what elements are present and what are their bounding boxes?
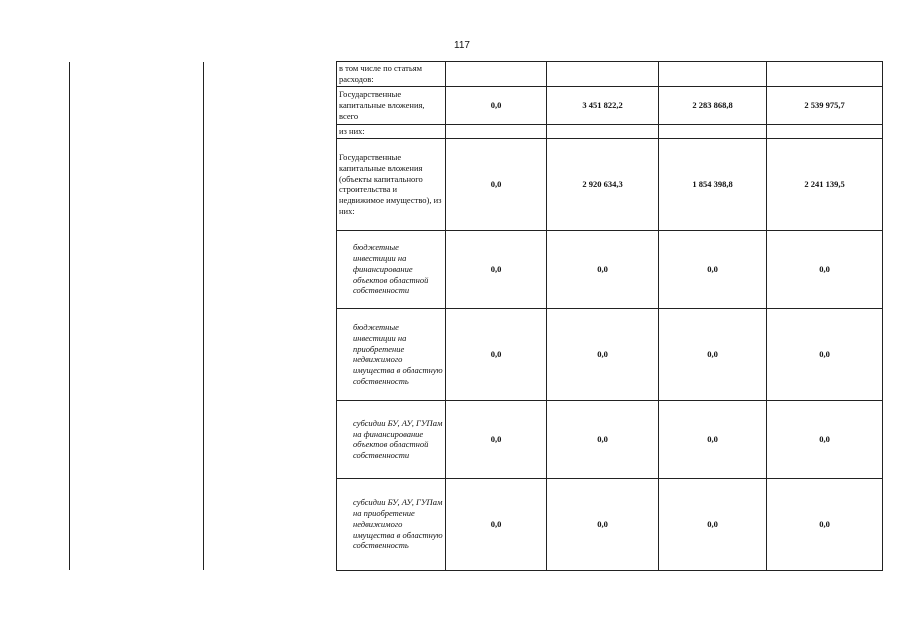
- expenditure-table: [336, 61, 883, 571]
- value-cell: 2 920 634,3: [547, 138, 659, 230]
- table-row: [337, 478, 883, 570]
- value-cell: 0,0: [446, 87, 547, 125]
- value-cell: 0,0: [446, 138, 547, 230]
- table-row: [337, 138, 883, 230]
- value-cell: 0,0: [446, 400, 547, 478]
- value-cell: 0,0: [659, 308, 767, 400]
- row-label: из них:: [337, 125, 446, 139]
- row-label: Государственные капитальные вложения (объекты капитального строительства и недвижимое имущество), из них:: [337, 138, 446, 230]
- value-cell: 3 451 822,2: [547, 87, 659, 125]
- table-row: [337, 62, 883, 87]
- column-divider: [203, 62, 204, 570]
- value-cell: 0,0: [767, 230, 883, 308]
- value-cell: 0,0: [446, 230, 547, 308]
- value-cell: 0,0: [547, 308, 659, 400]
- row-label: в том числе по статьям расходов:: [337, 62, 446, 87]
- value-cell: 0,0: [767, 308, 883, 400]
- value-cell: [446, 125, 547, 139]
- value-cell: 0,0: [659, 230, 767, 308]
- value-cell: 0,0: [547, 400, 659, 478]
- value-cell: 2 241 139,5: [767, 138, 883, 230]
- value-cell: [659, 62, 767, 87]
- row-label: бюджетные инвестиции на финансирование объектов областной собственности: [337, 230, 446, 308]
- table-row: [337, 125, 883, 139]
- page-number: 117: [454, 40, 470, 51]
- table-row: [337, 230, 883, 308]
- value-cell: [659, 125, 767, 139]
- value-cell: 2 539 975,7: [767, 87, 883, 125]
- row-label: субсидии БУ, АУ, ГУПам на приобретение недвижимого имущества в областную собственность: [337, 478, 446, 570]
- row-label: субсидии БУ, АУ, ГУПам на финансирование объектов областной собственности: [337, 400, 446, 478]
- value-cell: [547, 62, 659, 87]
- value-cell: 1 854 398,8: [659, 138, 767, 230]
- value-cell: 0,0: [446, 308, 547, 400]
- row-label: Государственные капитальные вложения, всего: [337, 87, 446, 125]
- row-label: бюджетные инвестиции на приобретение недвижимого имущества в областную собственность: [337, 308, 446, 400]
- value-cell: [446, 62, 547, 87]
- value-cell: [767, 62, 883, 87]
- value-cell: 0,0: [767, 400, 883, 478]
- table-row: [337, 308, 883, 400]
- table-row: [337, 87, 883, 125]
- value-cell: 0,0: [767, 478, 883, 570]
- value-cell: 0,0: [659, 400, 767, 478]
- value-cell: 0,0: [446, 478, 547, 570]
- table-row: [337, 400, 883, 478]
- value-cell: 0,0: [659, 478, 767, 570]
- value-cell: 0,0: [547, 478, 659, 570]
- left-table-border: [69, 62, 70, 570]
- value-cell: [547, 125, 659, 139]
- value-cell: [767, 125, 883, 139]
- value-cell: 0,0: [547, 230, 659, 308]
- value-cell: 2 283 868,8: [659, 87, 767, 125]
